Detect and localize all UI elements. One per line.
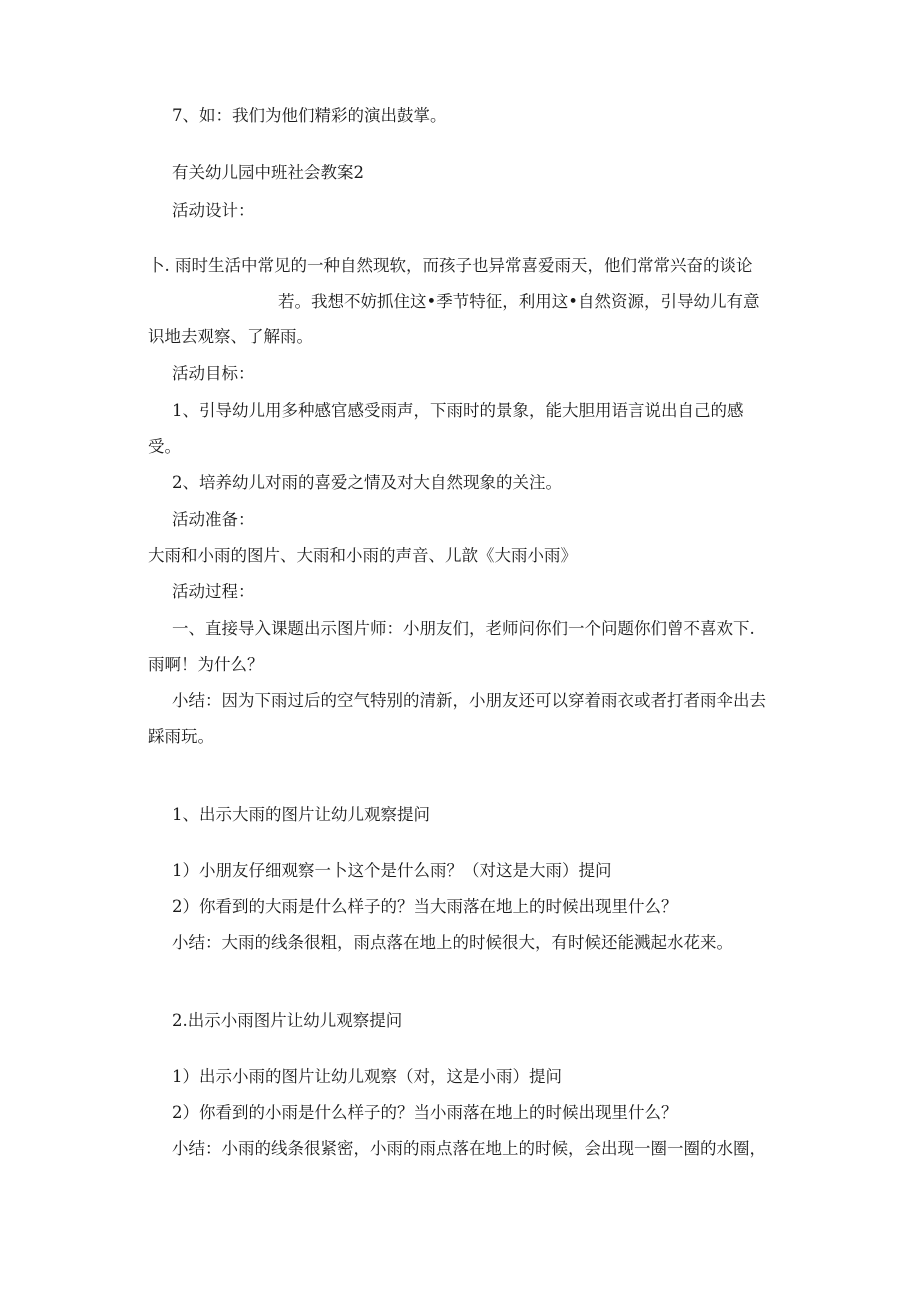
section-heading: 有关幼儿园中班社会教案2 [172,163,364,182]
text-line: 1）出示小雨的图片让幼儿观察（对，这是小雨）提问 [172,1067,562,1086]
text-line: 若。我想不妨抓住这•季节特征，利用这•自然资源，引导幼儿有意 [278,292,760,311]
text-line: 活动设计： [172,201,255,220]
text-line: 1、引导幼儿用多种感官感受雨声，下雨时的景象，能大胆用语言说出自己的感 [172,401,744,420]
text-line: 7、如：我们为他们精彩的演出鼓掌。 [172,106,447,125]
text-line: 2、培养幼儿对雨的喜爱之情及对大自然现象的关注。 [172,473,562,492]
text-line: 小结：大雨的线条很粗，雨点落在地上的时候很大，有时候还能溅起水花来。 [172,933,733,952]
text-line: 1、出示大雨的图片让幼儿观察提问 [172,805,430,824]
text-line: 小结：因为下雨过后的空气特别的清新，小朋友还可以穿着雨衣或者打者雨伞出去 [172,691,766,710]
text-line: 踩雨玩。 [148,727,214,746]
text-line: 卜. 雨时生活中常见的一种自然现软，而孩子也异常喜爱雨天，他们常常兴奋的谈论 [148,256,753,275]
text-line: 活动目标： [172,364,255,383]
text-line: 大雨和小雨的图片、大雨和小雨的声音、儿歆《大雨小雨》 [148,546,577,565]
text-line: 受。 [148,437,181,456]
text-line: 活动过程： [172,582,255,601]
text-line: 小结：小雨的线条很紧密，小雨的雨点落在地上的时候，会出现一圈一圈的水圈， [172,1139,766,1158]
text-line: 2）你看到的小雨是什么样子的？当小雨落在地上的时候出现里什么？ [172,1103,678,1122]
text-line: 识地去观察、了解雨。 [148,327,313,346]
text-line: 2.出示小雨图片让幼儿观察提问 [172,1011,403,1030]
text-line: 1）小朋友仔细观察一卜这个是什么雨？（对这是大雨）提问 [172,861,612,880]
text-line: 2）你看到的大雨是什么样子的？当大雨落在地上的时候出现里什么？ [172,897,678,916]
text-line: 雨啊！为什么？ [148,655,264,674]
text-line: 一、直接导入课题出示图片师：小朋友们，老师问你们一个问题你们曾不喜欢下. [172,619,755,638]
text-line: 活动准备： [172,510,255,529]
